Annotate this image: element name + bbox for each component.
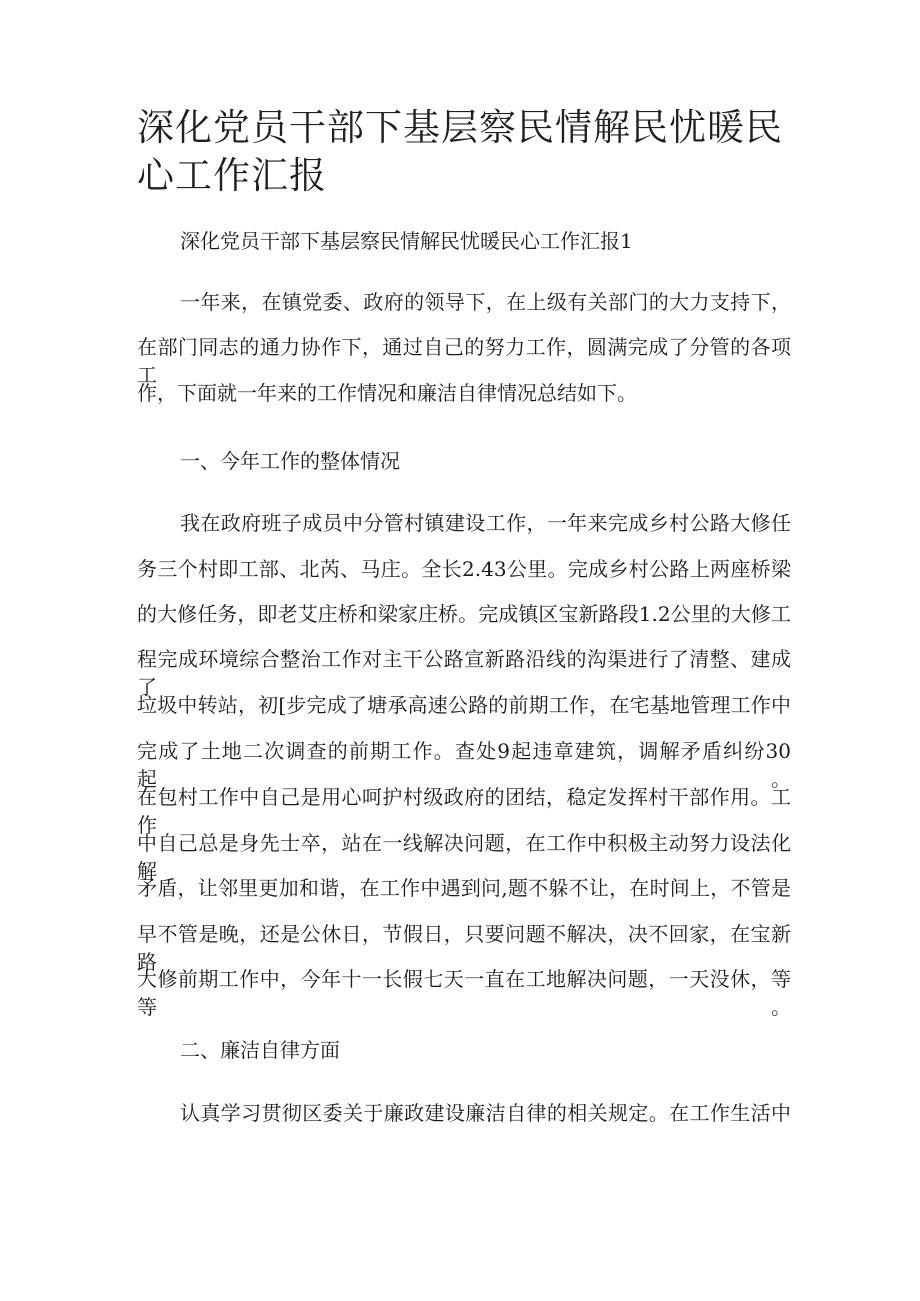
document-title: 深化党员干部下基层察民情解民忧暖民心工作汇报	[137, 106, 783, 197]
intro-line: 作，下面就一年来的工作情况和廉洁自律情况总结如下。	[137, 381, 637, 405]
section1-line: 早不管是晚，还是公休日，节假日，只要问题不解决，决不回家，在宝新路	[137, 922, 791, 974]
intro-line: 在部门同志的通力协作下，通过自己的努力工作，圆满完成了分管的各项工	[137, 335, 791, 387]
section1-line: 在包村工作中自己是用心呵护村级政府的团结，稳定发挥村干部作用。工作	[137, 785, 791, 837]
section1-line: 垃圾中转站，初[步完成了塘承高速公路的前期工作，在宅基地管理工作中	[137, 693, 791, 717]
section-heading-2: 二、廉洁自律方面	[180, 1038, 340, 1062]
section2-line: 认真学习贯彻区委关于廉政建设廉洁自律的相关规定。在工作生活中	[180, 1101, 791, 1125]
section1-line: 程完成环境综合整治工作对主干公路宣新路沿线的沟渠进行了清整、建成了	[137, 647, 791, 699]
document-subtitle: 深化党员干部下基层察民情解民忧暖民心工作汇报1	[180, 229, 633, 253]
section1-line: 大修前期工作中，今年十一长假七天一直在工地解决问题，一天没休，等等。	[137, 967, 791, 1019]
section1-line: 中自己总是身先士卒，站在一线解决问题，在工作中积极主动努力设法化解	[137, 831, 791, 883]
section1-line: 完成了土地二次调查的前期工作。查处9起违章建筑，调解矛盾纠纷30起。	[137, 739, 791, 791]
intro-line: 一年来，在镇党委、政府的领导下，在上级有关部门的大力支持下，	[180, 290, 791, 314]
section1-line: 矛盾，让邻里更加和谐，在工作中遇到问,题不躲不让，在时间上，不管是	[137, 876, 791, 900]
section1-line: 的大修任务，即老艾庄桥和梁家庄桥。完成镇区宝新路段1.2公里的大修工	[137, 602, 791, 626]
section1-line: 务三个村即工部、北芮、马庄。全长2.43公里。完成乡村公路上两座桥梁	[137, 557, 791, 581]
section-heading-1: 一、今年工作的整体情况	[180, 449, 400, 473]
section1-line: 我在政府班子成员中分管村镇建设工作，一年来完成乡村公路大修任	[180, 511, 791, 535]
